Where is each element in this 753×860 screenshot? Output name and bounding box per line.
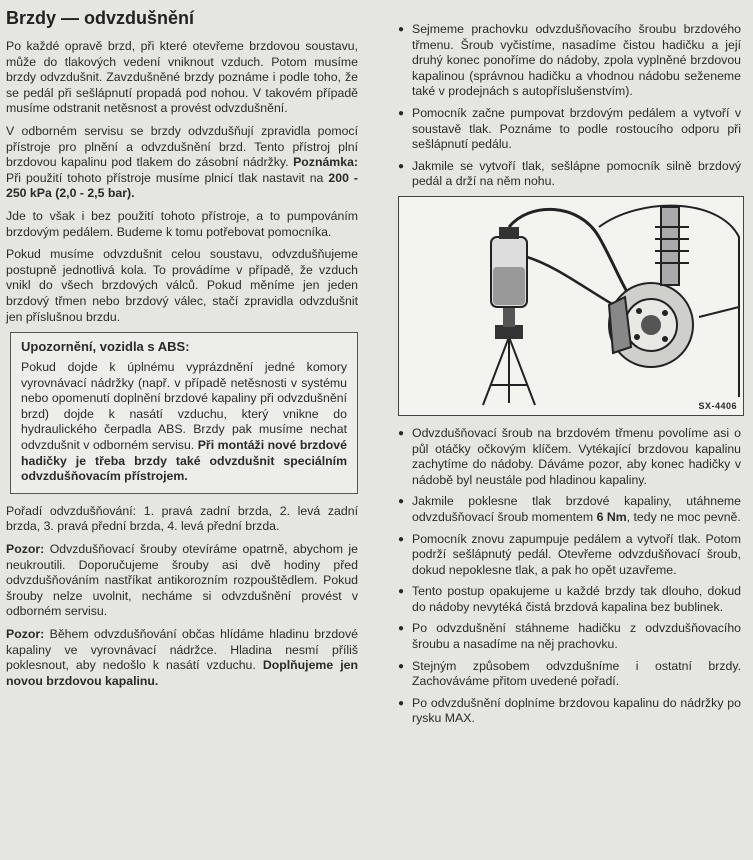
- abs-warning-title: Upozornění, vozidla s ABS:: [21, 339, 190, 355]
- step-item: ● Stejným způsobem odvzdušníme i ostatní brzdy. Zachováváme přitom uvedené pořadí.: [398, 659, 741, 690]
- warning-screws-label: Pozor:: [6, 542, 45, 557]
- figure-code: SX-4406: [698, 400, 737, 411]
- page-title: Brzdy — odvzdušnění: [6, 8, 195, 28]
- abs-warning-text: [21, 360, 347, 485]
- warning-fluid-label: Pozor:: [6, 627, 45, 641]
- warning-screws: [6, 542, 358, 620]
- step-item: ● Tento postup opakujeme u každé brzdy tak dlouho, dokud do nádoby nevytéká čistá brzdová kapalina bez bublinek.: [398, 584, 741, 615]
- note-label: Poznámka:: [293, 155, 359, 170]
- step-item: ● Po odvzdušnění doplníme brzdovou kapalinu do nádržky po rysku MAX.: [398, 696, 741, 727]
- note-text: Při použití tohoto přístroje musíme plnicí tlak nastavit na: [6, 170, 324, 185]
- whole-system-paragraph: Pokud musíme odvzdušnit celou soustavu, odvzdušňujeme postupně jednotlivá kola. To provádíme v případě, že vzduch vnikl do všech brzdových válců. Pokud měníme jen jeden brzdový třmen nebo brzdový válec, stačí zpravidla odvzdušnit jen příslušnou brzdu.: [6, 247, 358, 324]
- warning-fluid-bold: Doplňujeme jen novou brzdovou kapalinu.: [6, 658, 358, 688]
- abs-warning-box: [10, 332, 358, 494]
- pedal-paragraph: Jde to však i bez použití tohoto přístroje, a to pumpováním brzdovým pedálem. Budeme k tomu potřebovat pomocníka.: [6, 208, 358, 239]
- step-item: ● Po odvzdušnění stáhneme hadičku z odvzdušňovacího šroubu a nasadíme na něj prachovku.: [398, 621, 741, 652]
- service-paragraph: [6, 124, 358, 202]
- step-item: ● Pomocník znovu zapumpuje pedálem a vytvoří tlak. Potom podrží sešlápnutý pedál. Otevřeme odvzdušňovací šroub, dokud nepoklesne tlak, a pak ho opět uzavřeme.: [398, 532, 741, 579]
- step-item: ● Jakmile se vytvoří tlak, sešlápne pomocník silně brzdový pedál a drží na něm nohu.: [398, 159, 741, 190]
- service-text: V odborném servisu se brzdy odvzdušňují zpravidla pomocí přístroje pro plnění a odvzdušnění brzd. Tento přístroj plní brzdovou kapalinu pod tlakem do zásobní nádržky.: [6, 123, 358, 170]
- step-item: ● Sejmeme prachovku odvzdušňovacího šroubu brzdového třmenu. Šroub vyčistíme, nasadíme čistou hadičku a její druhý konec ponoříme do nádoby, zpola vyplněné brzdovou kapalinou (správnou hadičku a vhodnou nádobu seženeme také v prodejnách s autopříslušenstvím).: [398, 22, 741, 100]
- bleeding-order: Pořadí odvzdušňování: 1. pravá zadní brzda, 2. levá zadní brzda, 3. pravá přední brzda, 4. levá přední brzda.: [6, 503, 358, 534]
- torque-value: 6 Nm: [596, 509, 627, 524]
- abs-warning-bold: Při montáži nové brzdové hadičky je třeba brzdy také odvzdušnit speciálním odvzdušňovacím přístrojem.: [21, 438, 347, 484]
- step-item: ● Odvzdušňovací šroub na brzdovém třmenu povolíme asi o půl otáčky očkovým klíčem. Vytékající brzdovou kapalinu zachytíme do nádoby. Dáváme pozor, aby konec hadičky v nádobě byl neustále pod hladinou kapaliny.: [398, 426, 741, 488]
- illustration-drawing: [399, 197, 743, 415]
- step-item: [398, 494, 741, 525]
- warning-fluid-text: Během odvzdušňování občas hlídáme hladinu brzdové kapaliny ve vyrovnávací nádržce. Hladina nesmí příliš poklesnout, aby nedošlo k nasátí vzduchu.: [6, 627, 359, 673]
- right-column: [398, 22, 741, 733]
- torque-suffix: , tedy ne moc pevně.: [626, 509, 741, 524]
- left-column: [6, 8, 358, 696]
- steps-list-top: [398, 22, 741, 190]
- torque-text: Jakmile poklesne tlak brzdové kapaliny, utáhneme odvzdušňovací šroub momentem: [412, 494, 741, 524]
- brake-bleeding-illustration: [398, 196, 744, 416]
- pressure-value: 200 - 250 kPa (2,0 - 2,5 bar).: [6, 170, 359, 201]
- step-item: ● Pomocník začne pumpovat brzdovým pedálem a vytvoří v soustavě tlak. Poznáme to podle rostoucího odporu při sešlápnutí pedálu.: [398, 106, 741, 153]
- intro-paragraph: Po každé opravě brzd, při které otevřeme brzdovou soustavu, může do tlakových vedení vniknout vzduch. Potom musíme brzdy odvzdušnit. Zavzdušněné brzdy poznáme i podle toho, že se pedál při sešlápnutí propadá pod nohou. V takovém případě musíme odstranit netěsnost a provést odvzdušnění.: [6, 39, 358, 116]
- warning-fluid: [6, 627, 358, 689]
- warning-screws-text: Odvzdušňovací šrouby otevíráme opatrně, abychom je neukroutili. Doporučujeme šrouby asi dvě hodiny před odvzdušňováním nastříkat antikorozním rozpouštědlem. Pokud šrouby nelze uvolnit, necháme si odvzdušnění provést v odborném servisu.: [6, 542, 358, 619]
- steps-list-bottom: [398, 426, 741, 727]
- abs-warning-body: Pokud dojde k úplnému vyprázdnění jedné komory vyrovnávací nádržky (např. v případě netěsnosti v systému nebo opomenutí doplnění brzdové kapaliny při odvzdušnění brzd) dojde k nasátí vzduchu, který vnikne do hydraulického čerpadla ABS. Brzdy pak musíme nechat odvzdušnit v odborném servisu.: [21, 360, 347, 453]
